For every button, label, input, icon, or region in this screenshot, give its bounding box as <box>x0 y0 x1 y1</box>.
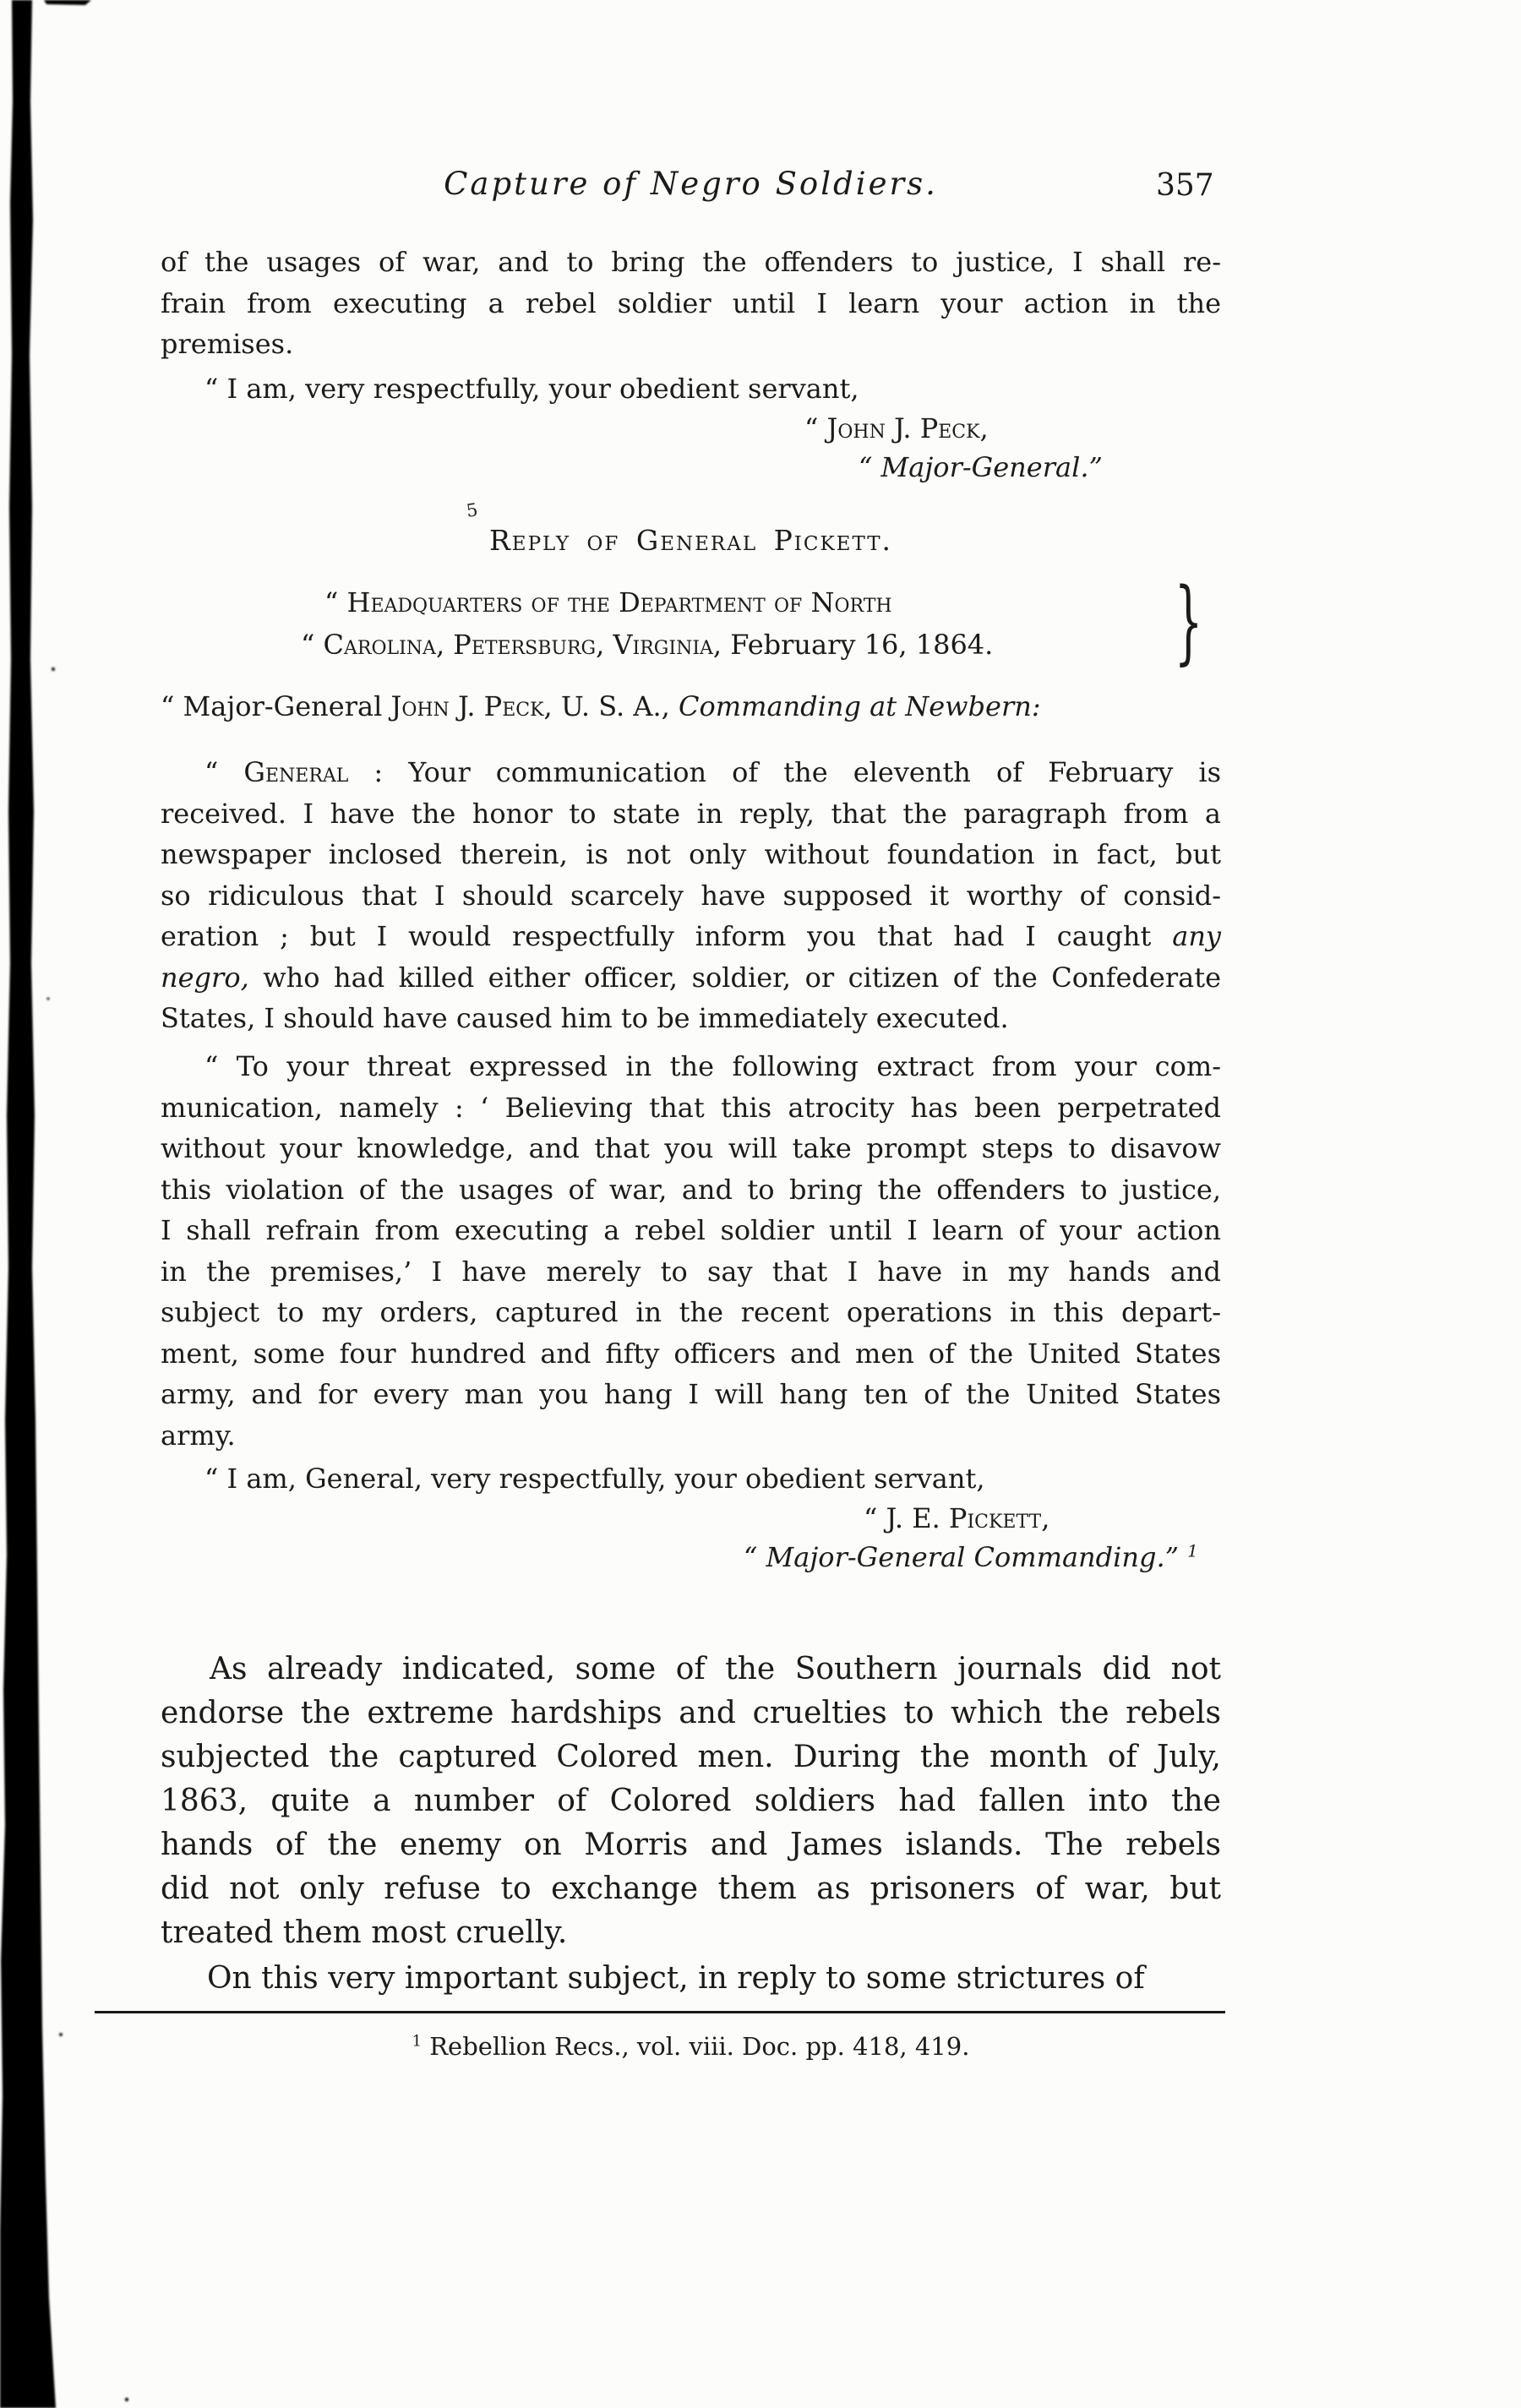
open-quote: “ <box>204 756 244 788</box>
address-middle: , U. S. A., <box>543 690 679 722</box>
page-number: 357 <box>1156 168 1214 203</box>
address-name: John J. Peck <box>390 690 544 722</box>
text-line: I shall refrain from executing a rebel soldier until I learn of your action <box>161 1214 1221 1246</box>
text-line: subject to my orders, captured in the recent operations in this depart- <box>161 1296 1221 1328</box>
text-line: this violation of the usages of war, and to bring the offenders to justice, <box>161 1173 1221 1206</box>
text-line: of the usages of war, and to bring the offenders to justice, I shall re- <box>161 246 1221 278</box>
text-line: received. I have the honor to state in reply, that the paragraph from a <box>161 797 1221 830</box>
address-opening: “ Major-General <box>161 690 391 722</box>
text-line: army. <box>161 1419 236 1452</box>
text-line: ment, some four hundred and fifty officers and men of the United States <box>161 1337 1221 1370</box>
pickett-signature-title <box>744 1538 1198 1577</box>
text-line <box>161 916 1221 957</box>
text-line: endorse the extreme hardships and cruelties to which the rebels <box>161 1696 1221 1730</box>
print-artifact-mark: 5 <box>465 499 479 521</box>
footnote-rule <box>95 2011 1225 2013</box>
text-line: frain from executing a rebel soldier until I learn your action in the <box>161 286 1221 319</box>
footnote <box>161 2029 1221 2063</box>
text-line: premises. <box>161 328 294 360</box>
line-segment: who had killed either officer, soldier, or citizen of the Confederate <box>248 961 1221 994</box>
text-line: munication, namely : ‘ Believing that this atrocity has been perpetrated <box>161 1091 1221 1124</box>
text-line: newspaper inclosed therein, is not only without foundation in fact, but <box>161 838 1221 870</box>
scan-gutter-shadow <box>0 0 186 2408</box>
line-rest: Your communication of the eleventh of February is <box>383 756 1222 788</box>
closing-paragraph <box>161 1957 1221 2001</box>
address-role: Commanding at Newbern: <box>679 690 1041 722</box>
letter-address-line <box>161 686 1221 727</box>
pickett-letter-closing <box>161 1458 1221 1500</box>
threat-paragraph <box>161 1046 1221 1456</box>
text-line: hands of the enemy on Morris and James islands. The rebels <box>161 1828 1221 1862</box>
headquarters-line-2-date: February 16, 1864. <box>722 629 994 661</box>
peck-signature-title: “ Major-General.” <box>859 451 1103 483</box>
footnote-reference: 1 <box>1187 1541 1198 1561</box>
text-line: treated them most cruelly. <box>161 1915 568 1950</box>
text-line: subjected the captured Colored men. During the month of July, <box>161 1740 1221 1774</box>
text-line: army, and for every man you hang I will hang ten of the United States <box>161 1378 1221 1410</box>
letter-closing-line: “ I am, General, very respectfully, your obedient servant, <box>204 1463 985 1495</box>
text-line <box>161 752 1221 793</box>
peck-letter-closing <box>161 368 1221 410</box>
headquarters-line-2 <box>301 624 993 666</box>
date-line-brace: } <box>1174 567 1203 675</box>
line-segment: eration ; but I would respectfully inform you that had I caught <box>161 920 1173 952</box>
text-line: did not only refuse to exchange them as prisoners of war, but <box>161 1871 1221 1906</box>
headquarters-line-2-place: “ Carolina, Petersburg, Virginia, <box>301 629 722 661</box>
peck-signature-name: “ John J. Peck, <box>804 412 989 444</box>
line-segment-italic: negro, <box>161 961 249 994</box>
pickett-signature-name: “ J. E. Pickett, <box>864 1502 1050 1534</box>
text-line <box>161 957 1221 999</box>
text-line: As already indicated, some of the Southern journals did not <box>210 1652 1221 1686</box>
text-line: 1863, quite a number of Colored soldiers had fallen into the <box>161 1784 1221 1818</box>
text-line: in the premises,’ I have merely to say that I have in my hands and <box>161 1255 1221 1288</box>
running-header-title: Capture of Negro Soldiers. <box>444 166 938 202</box>
journals-paragraph <box>161 1648 1221 1955</box>
signature-title-text: “ Major-General Commanding.” <box>744 1541 1179 1573</box>
salutation: General : <box>243 756 384 788</box>
text-line: without your knowledge, and that you will take prompt steps to disavow <box>161 1132 1221 1164</box>
headquarters-line-1: “ Headquarters of the Department of North <box>324 586 892 618</box>
general-paragraph <box>161 752 1221 1039</box>
line-segment-italic: any <box>1172 920 1221 952</box>
footnote-number: 1 <box>412 2032 422 2051</box>
reply-section-heading: Reply of General Pickett. <box>488 524 893 557</box>
text-line: States, I should have caused him to be immediately executed. <box>161 1002 1009 1034</box>
text-line: On this very important subject, in reply to some strictures of <box>207 1961 1145 1996</box>
text-line: so ridiculous that I should scarcely have supposed it worthy of consid- <box>161 879 1221 912</box>
letter-closing-line: “ I am, very respectfully, your obedient servant, <box>204 373 859 405</box>
text-line: “ To your threat expressed in the following extract from your com- <box>204 1050 1221 1082</box>
footnote-text: Rebellion Recs., vol. viii. Doc. pp. 418, 419. <box>422 2032 970 2061</box>
intro-paragraph <box>161 242 1221 365</box>
